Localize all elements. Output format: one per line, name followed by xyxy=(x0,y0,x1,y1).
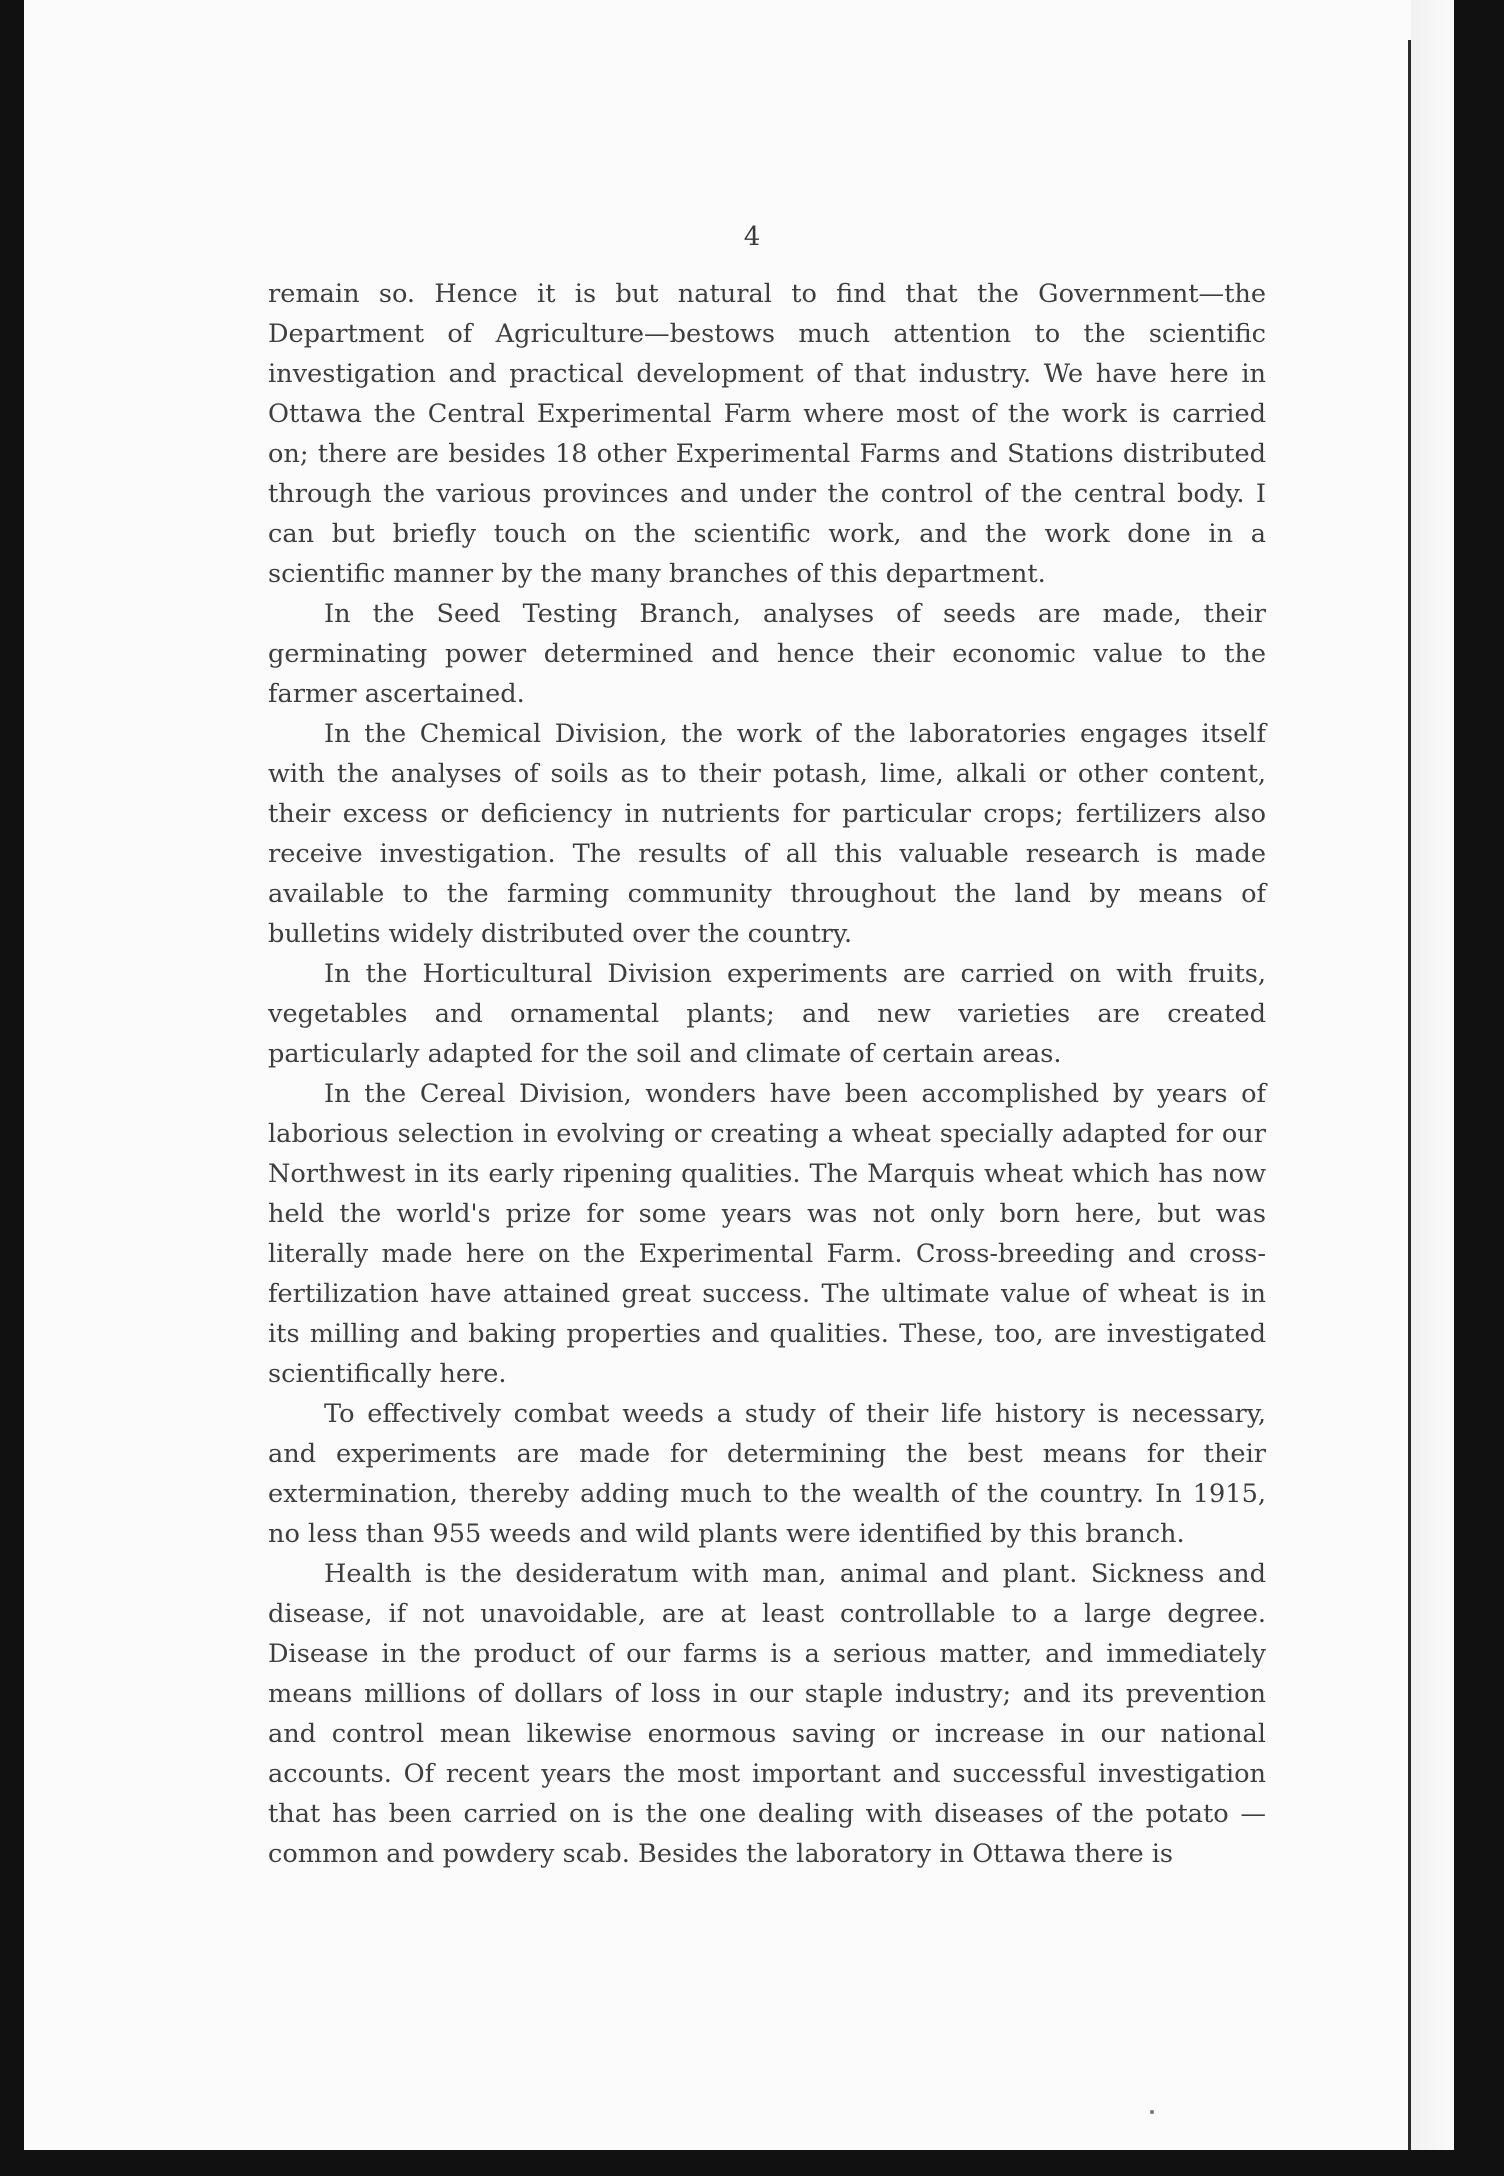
paragraph-horticultural-division: In the Horticultural Division experiments are carried on with fruits, vegetables and ornamental plants; and new varieties are created particularly adapted for the soil and climate of certain areas. xyxy=(268,959,1266,1069)
page-number: 4 xyxy=(743,222,761,252)
paragraph-weeds: To effectively combat weeds a study of their life history is necessary, and experiments are made for determining the best means for their extermination, thereby adding much to the wealth of the country. In 1915, no less than 955 weeds and wild plants were identified by this branch. xyxy=(268,1399,1266,1549)
paragraph-1: remain so. Hence it is but natural to find that the Government—the Department of Agriculture—bestows much attention to the scientific investigation and practical development of that industry. We have here in Ottawa the Central Experimental Farm where most of the work is carried on; there are besides 18 other Experimental Farms and Stations distributed through the various provinces and under the control of the central body. I can but briefly touch on the scientific work, and the work done in a scientific manner by the many branches of this department. xyxy=(268,279,1266,589)
body-text xyxy=(268,274,1266,1874)
paragraph-cereal-division: In the Cereal Division, wonders have been accomplished by years of laborious selection in evolving or creating a wheat specially adapted for our Northwest in its early ripening qualities. The Marquis wheat which has now held the world's prize for some years was not only born here, but was literally made here on the Experimental Farm. Cross-breeding and cross-fertilization have attained great success. The ultimate value of wheat is in its milling and baking properties and qualities. These, too, are investigated scientifically here. xyxy=(268,1079,1266,1389)
paragraph-chemical-division: In the Chemical Division, the work of the laboratories engages itself with the analyses of soils as to their potash, lime, alkali or other content, their excess or deficiency in nutrients for particular crops; fertilizers also receive investigation. The results of all this valuable research is made available to the farming community throughout the land by means of bulletins widely distributed over the country. xyxy=(268,719,1266,949)
paragraph-seed-testing: In the Seed Testing Branch, analyses of seeds are made, their germinating power determined and hence their economic value to the farmer ascertained. xyxy=(268,599,1266,709)
paragraph-health: Health is the desideratum with man, animal and plant. Sickness and disease, if not unavoidable, are at least controllable to a large degree. Disease in the product of our farms is a serious matter, and immediately means millions of dollars of loss in our staple industry; and its prevention and control mean likewise enormous saving or increase in our national accounts. Of recent years the most important and successful investigation that has been carried on is the one dealing with diseases of the potato —common and powdery scab. Besides the laboratory in Ottawa there is xyxy=(268,1559,1266,1869)
scan-speck xyxy=(1150,2110,1154,2114)
page-right-edge xyxy=(1411,0,1454,2150)
